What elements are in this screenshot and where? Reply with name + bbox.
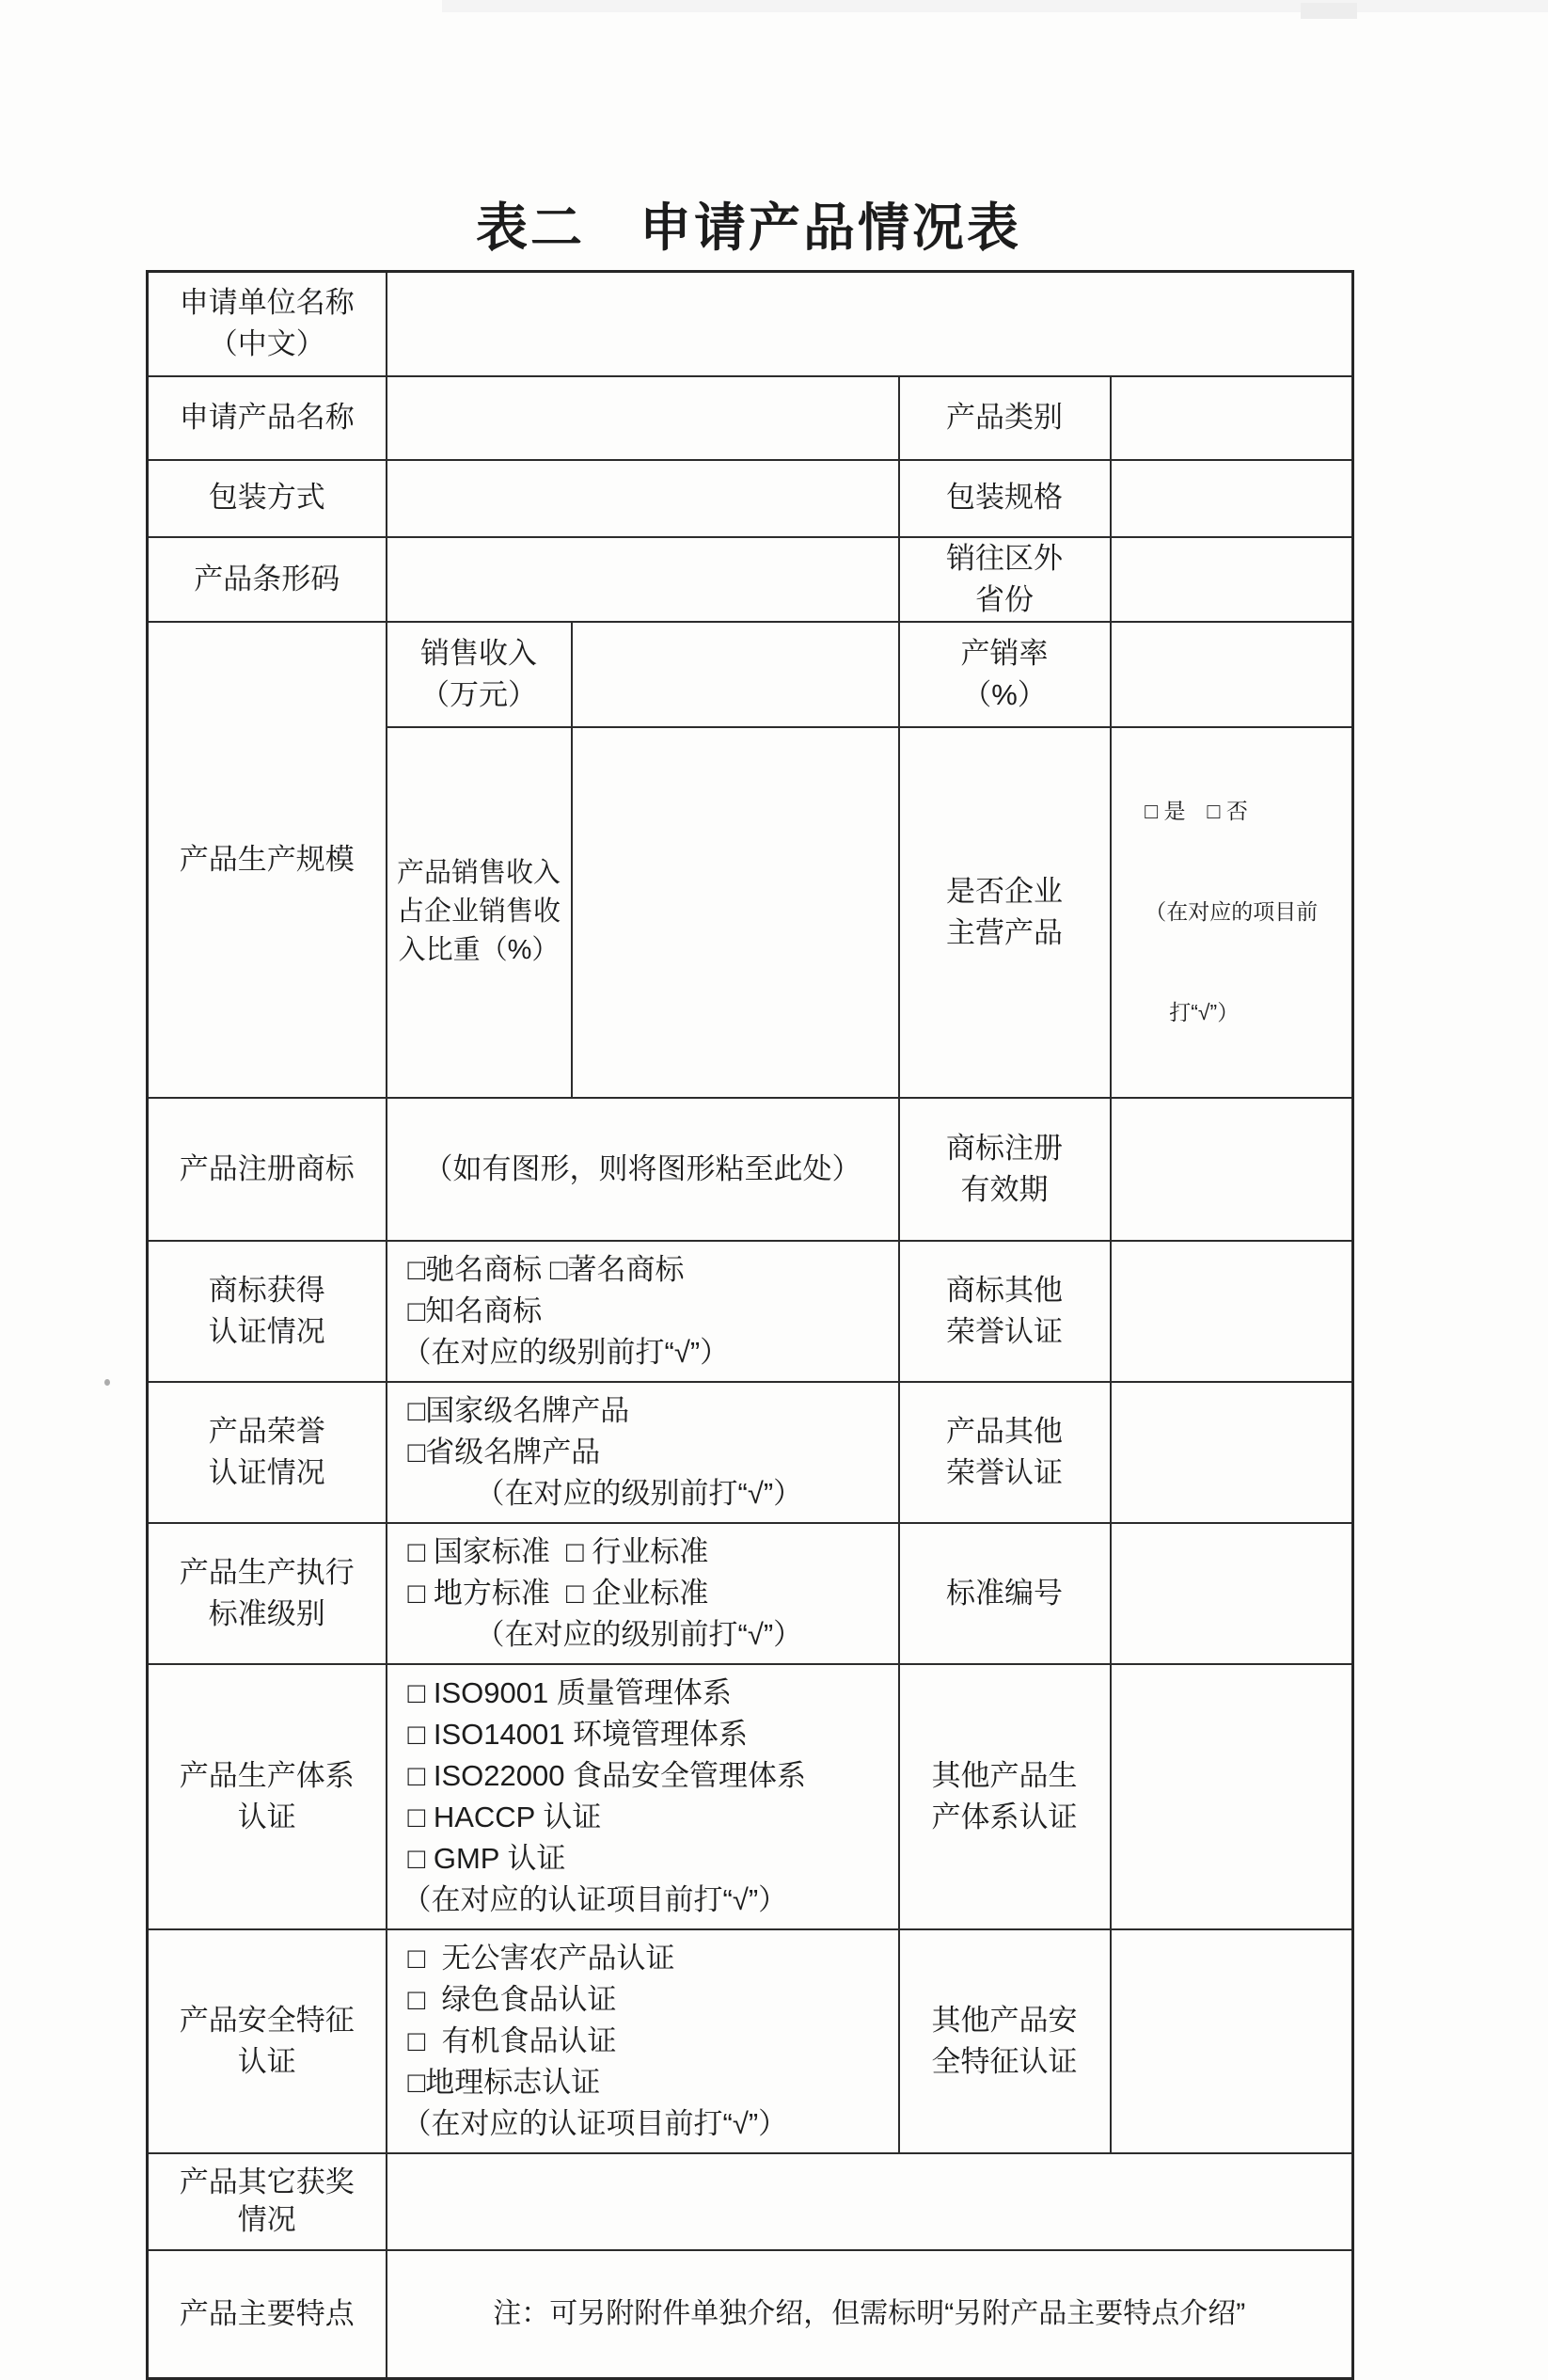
other-system-cert-label: 其他产品生 产体系认证 <box>899 1664 1111 1929</box>
packaging-spec-label: 包装规格 <box>899 460 1111 537</box>
row-product-name <box>148 376 1353 460</box>
yes-no-note-line2: 打“√”） <box>1169 999 1240 1024</box>
trademark-validity-value-cell <box>1111 1098 1353 1241</box>
row-trademark-cert <box>148 1241 1353 1382</box>
product-category-label: 产品类别 <box>899 376 1111 460</box>
checkbox-option-national-brand: □国家级名牌产品 <box>407 1393 630 1427</box>
checkbox-option-iso9001: □ ISO9001 质量管理体系 <box>407 1675 732 1709</box>
standard-level-note: （在对应的级别前打“√”） <box>475 1617 803 1651</box>
product-other-honor-label: 产品其他 荣誉认证 <box>899 1382 1111 1523</box>
sales-income-label: 销售收入 （万元） <box>387 622 572 727</box>
page-title: 表二 申请产品情况表 <box>475 198 1021 257</box>
checkbox-option-local-enterprise-standard: □ 地方标准 □ 企业标准 <box>407 1576 709 1610</box>
product-category-value-cell <box>1111 376 1353 460</box>
production-scale-label: 产品生产规模 <box>148 622 387 1098</box>
row-main-features <box>148 2250 1353 2379</box>
packaging-method-label: 包装方式 <box>148 460 387 537</box>
yes-no-checkboxes: □ 是 □ 否 <box>1145 798 1248 823</box>
safety-cert-options <box>387 1929 899 2153</box>
checkbox-option-iso22000: □ ISO22000 食品安全管理体系 <box>407 1758 807 1792</box>
scan-edge-artifact <box>442 0 1548 12</box>
trademark-validity-label: 商标注册 有效期 <box>899 1098 1111 1241</box>
sold-provinces-label: 销往区外 省份 <box>899 537 1111 622</box>
checkbox-option-national-industry-standard: □ 国家标准 □ 行业标准 <box>407 1534 709 1568</box>
sales-rate-value-cell <box>1111 622 1353 727</box>
scan-corner-artifact <box>1301 3 1357 19</box>
checkbox-option-famous-trademarks: □驰名商标 □著名商标 <box>407 1252 685 1286</box>
checkbox-option-pollution-free: □ 无公害农产品认证 <box>407 1941 675 1975</box>
row-production-scale-1 <box>148 622 1353 727</box>
sold-provinces-value-cell <box>1111 537 1353 622</box>
main-product-label: 是否企业 主营产品 <box>899 727 1111 1098</box>
product-honor-options <box>387 1382 899 1523</box>
standard-code-value-cell <box>1111 1523 1353 1664</box>
production-system-cert-note: （在对应的认证项目前打“√”） <box>402 1882 788 1916</box>
scan-dot-artifact <box>104 1379 110 1386</box>
income-share-label: 产品销售收入 占企业销售收 入比重（%） <box>387 727 572 1098</box>
checkbox-option-known-trademark: □知名商标 <box>407 1293 543 1327</box>
row-barcode <box>148 537 1353 622</box>
production-system-cert-label: 产品生产体系 认证 <box>148 1664 387 1929</box>
other-awards-label: 产品其它获奖 情况 <box>148 2153 387 2250</box>
safety-cert-note: （在对应的认证项目前打“√”） <box>402 2106 788 2140</box>
product-honor-note: （在对应的级别前打“√”） <box>475 1476 803 1510</box>
packaging-method-value-cell <box>387 460 899 537</box>
checkbox-option-green-food: □ 绿色食品认证 <box>407 1982 617 2016</box>
yes-no-note-line1: （在对应的项目前 <box>1145 898 1319 924</box>
standard-level-options <box>387 1523 899 1664</box>
main-features-label: 产品主要特点 <box>148 2250 387 2379</box>
checkbox-option-haccp: □ HACCP 认证 <box>407 1800 602 1833</box>
trademark-other-honor-value-cell <box>1111 1241 1353 1382</box>
other-safety-cert-label: 其他产品安 全特征认证 <box>899 1929 1111 2153</box>
row-product-honor <box>148 1382 1353 1523</box>
standard-code-label: 标准编号 <box>899 1523 1111 1664</box>
trademark-label: 产品注册商标 <box>148 1098 387 1241</box>
checkbox-option-iso14001: □ ISO14001 环境管理体系 <box>407 1717 749 1751</box>
checkbox-option-organic-food: □ 有机食品认证 <box>407 2023 617 2057</box>
product-name-value-cell <box>387 376 899 460</box>
trademark-image-hint: （如有图形，则将图形粘至此处） <box>387 1098 899 1241</box>
packaging-spec-value-cell <box>1111 460 1353 537</box>
checkbox-option-gmp: □ GMP 认证 <box>407 1841 566 1875</box>
main-features-note: 注：可另附附件单独介绍，但需标明“另附产品主要特点介绍” <box>387 2250 1353 2379</box>
product-honor-label: 产品荣誉 认证情况 <box>148 1382 387 1523</box>
checkbox-option-geographical-indication: □地理标志认证 <box>407 2065 601 2099</box>
checkbox-option-provincial-brand: □省级名牌产品 <box>407 1435 601 1468</box>
main-product-yesno-cell <box>1111 727 1353 1098</box>
trademark-cert-note: （在对应的级别前打“√”） <box>402 1335 730 1369</box>
row-standard-level <box>148 1523 1353 1664</box>
barcode-value-cell <box>387 537 899 622</box>
row-trademark <box>148 1098 1353 1241</box>
row-packaging <box>148 460 1353 537</box>
product-info-table <box>146 270 1354 2380</box>
other-system-cert-value-cell <box>1111 1664 1353 1929</box>
row-production-system-cert <box>148 1664 1353 1929</box>
row-safety-cert <box>148 1929 1353 2153</box>
safety-cert-label: 产品安全特征 认证 <box>148 1929 387 2153</box>
product-other-honor-value-cell <box>1111 1382 1353 1523</box>
trademark-other-honor-label: 商标其他 荣誉认证 <box>899 1241 1111 1382</box>
other-safety-cert-value-cell <box>1111 1929 1353 2153</box>
unit-name-value-cell <box>387 272 1353 376</box>
production-system-cert-options <box>387 1664 899 1929</box>
row-other-awards <box>148 2153 1353 2250</box>
trademark-cert-options <box>387 1241 899 1382</box>
row-unit-name <box>148 272 1353 376</box>
income-share-value-cell <box>572 727 899 1098</box>
product-name-label: 申请产品名称 <box>148 376 387 460</box>
other-awards-value-cell <box>387 2153 1353 2250</box>
sales-income-value-cell <box>572 622 899 727</box>
trademark-cert-label: 商标获得 认证情况 <box>148 1241 387 1382</box>
standard-level-label: 产品生产执行 标准级别 <box>148 1523 387 1664</box>
sales-rate-label: 产销率 （%） <box>899 622 1111 727</box>
barcode-label: 产品条形码 <box>148 537 387 622</box>
unit-name-label: 申请单位名称 （中文） <box>148 272 387 376</box>
